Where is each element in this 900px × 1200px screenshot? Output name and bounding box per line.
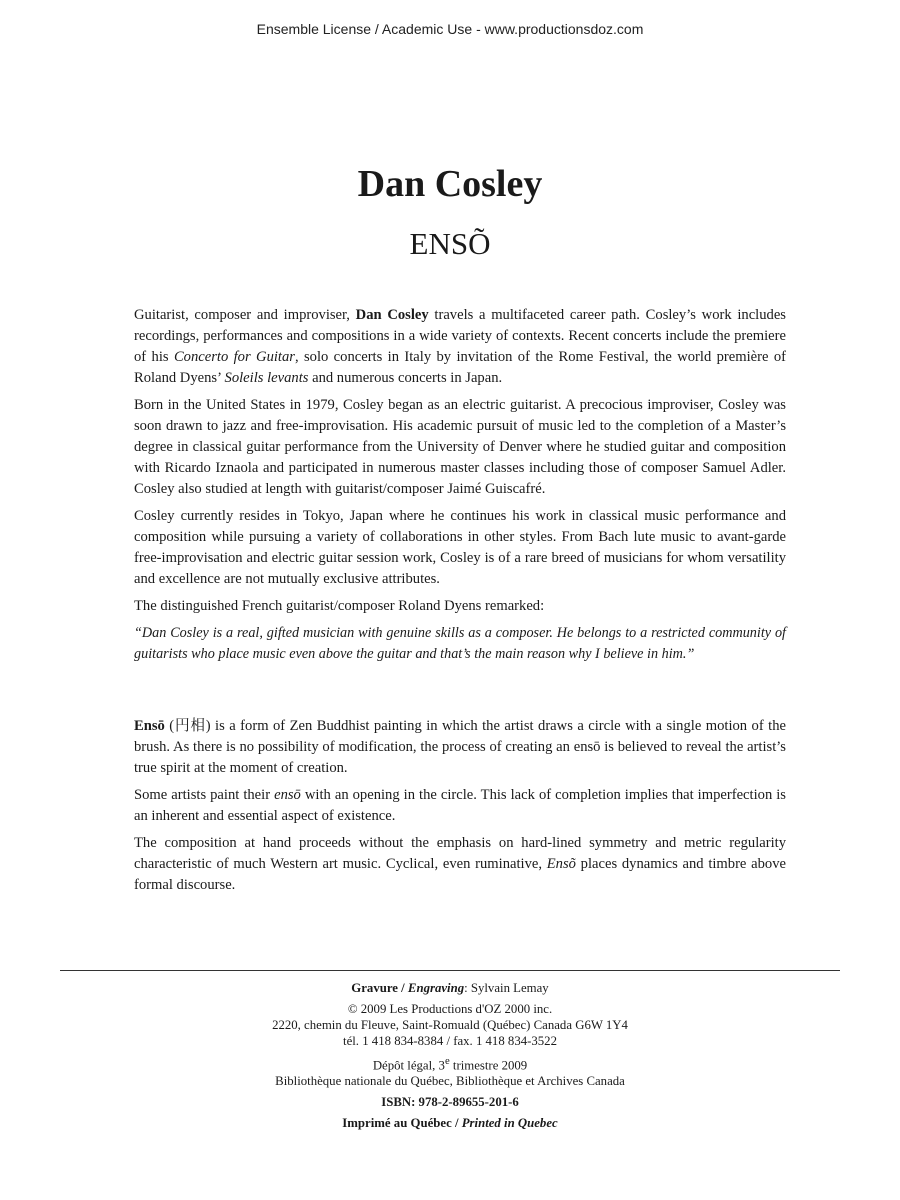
colophon-divider: [60, 970, 840, 971]
enso-paragraph-1: Ensō (円相) is a form of Zen Buddhist painting in which the artist draws a circle with a single motion of the brush. As there is no possibility of modification, the process of creating an ensō is believed to reveal the artist’s true spirit at the moment of creation.: [134, 718, 786, 776]
bio-paragraph-2: Born in the United States in 1979, Cosley began as an electric guitarist. A precocious improviser, Cosley was soon drawn to jazz and free-improvisation. His academic pursuit of music led to the completion of a Master’s degree in classical guitar performance from the University of Denver where he studied guitar and composition with Ricardo Iznaola and participated in numerous master classes including those of composer Samuel Adler. Cosley also studied at length with guitarist/composer Jaimé Guiscafré.: [134, 397, 786, 497]
bio-paragraph-1: Guitarist, composer and improviser, Dan Cosley travels a multifaceted career path. Cosley’s work includes recordings, performances and compositions in a wide variety of contexts. Recent concerts include the premiere of his Concerto for Guitar, solo concerts in Italy by invitation of the Rome Festival, the world première of Roland Dyens’ Soleils levants and numerous concerts in Japan.: [134, 307, 786, 386]
legal-deposit: Dépôt légal, 3e trimestre 2009 Bibliothèque nationale du Québec, Bibliothèque et Archives Canada: [0, 1054, 900, 1089]
biography: [134, 305, 786, 671]
copyright: © 2009 Les Productions d'OZ 2000 inc.: [347, 1002, 553, 1016]
composer-name: Dan Cosley: [357, 163, 543, 205]
work-title: ENSÕ: [409, 226, 491, 261]
work-concerto: Concerto for Guitar: [173, 349, 295, 365]
printed-in: Imprimé au Québec / Printed in Quebec: [342, 1116, 558, 1131]
enso-term: Ensō: [134, 718, 165, 734]
colophon: [0, 980, 900, 1136]
address: 2220, chemin du Fleuve, Saint-Romuald (Québec) Canada G6W 1Y4: [272, 1018, 628, 1032]
work-soleils: Soleils levants: [224, 370, 309, 386]
enso-paragraph-2: Some artists paint their ensō with an opening in the circle. This lack of completion implies that imperfection is an inherent and essential aspect of existence.: [134, 787, 786, 824]
engraving-credit: Gravure / Engraving: Sylvain Lemay: [351, 981, 549, 995]
publisher-info: [0, 1001, 900, 1049]
bio-paragraph-3: Cosley currently resides in Tokyo, Japan where he continues his work in classical music performance and composition while pursuing a variety of collaborations in other styles. From Bach lute music to avant-garde free-improvisation and electric guitar session work, Cosley is of a rare breed of musicians for whom versatility and excellence are not mutually exclusive attributes.: [134, 508, 786, 587]
bio-name: Dan Cosley: [355, 307, 429, 323]
license-header: Ensemble License / Academic Use - www.productionsdoz.com: [256, 21, 644, 37]
enso-description: [134, 716, 786, 902]
libraries: Bibliothèque nationale du Québec, Bibliothèque et Archives Canada: [275, 1074, 625, 1089]
phone-fax: tél. 1 418 834-8384 / fax. 1 418 834-3522: [343, 1034, 557, 1048]
dyens-quote: “Dan Cosley is a real, gifted musician with genuine skills as a composer. He belongs to a restricted community of guitarists who place music even above the guitar and that’s the main reason why I believe in him.”: [134, 625, 786, 662]
bio-paragraph-4: The distinguished French guitarist/composer Roland Dyens remarked:: [134, 598, 545, 614]
enso-paragraph-3: The composition at hand proceeds without the emphasis on hard-lined symmetry and metric regularity characteristic of much Western art music. Cyclical, even ruminative, Ensõ places dynamics and timbre above formal discourse.: [134, 835, 786, 893]
isbn: ISBN: 978-2-89655-201-6: [381, 1095, 519, 1110]
